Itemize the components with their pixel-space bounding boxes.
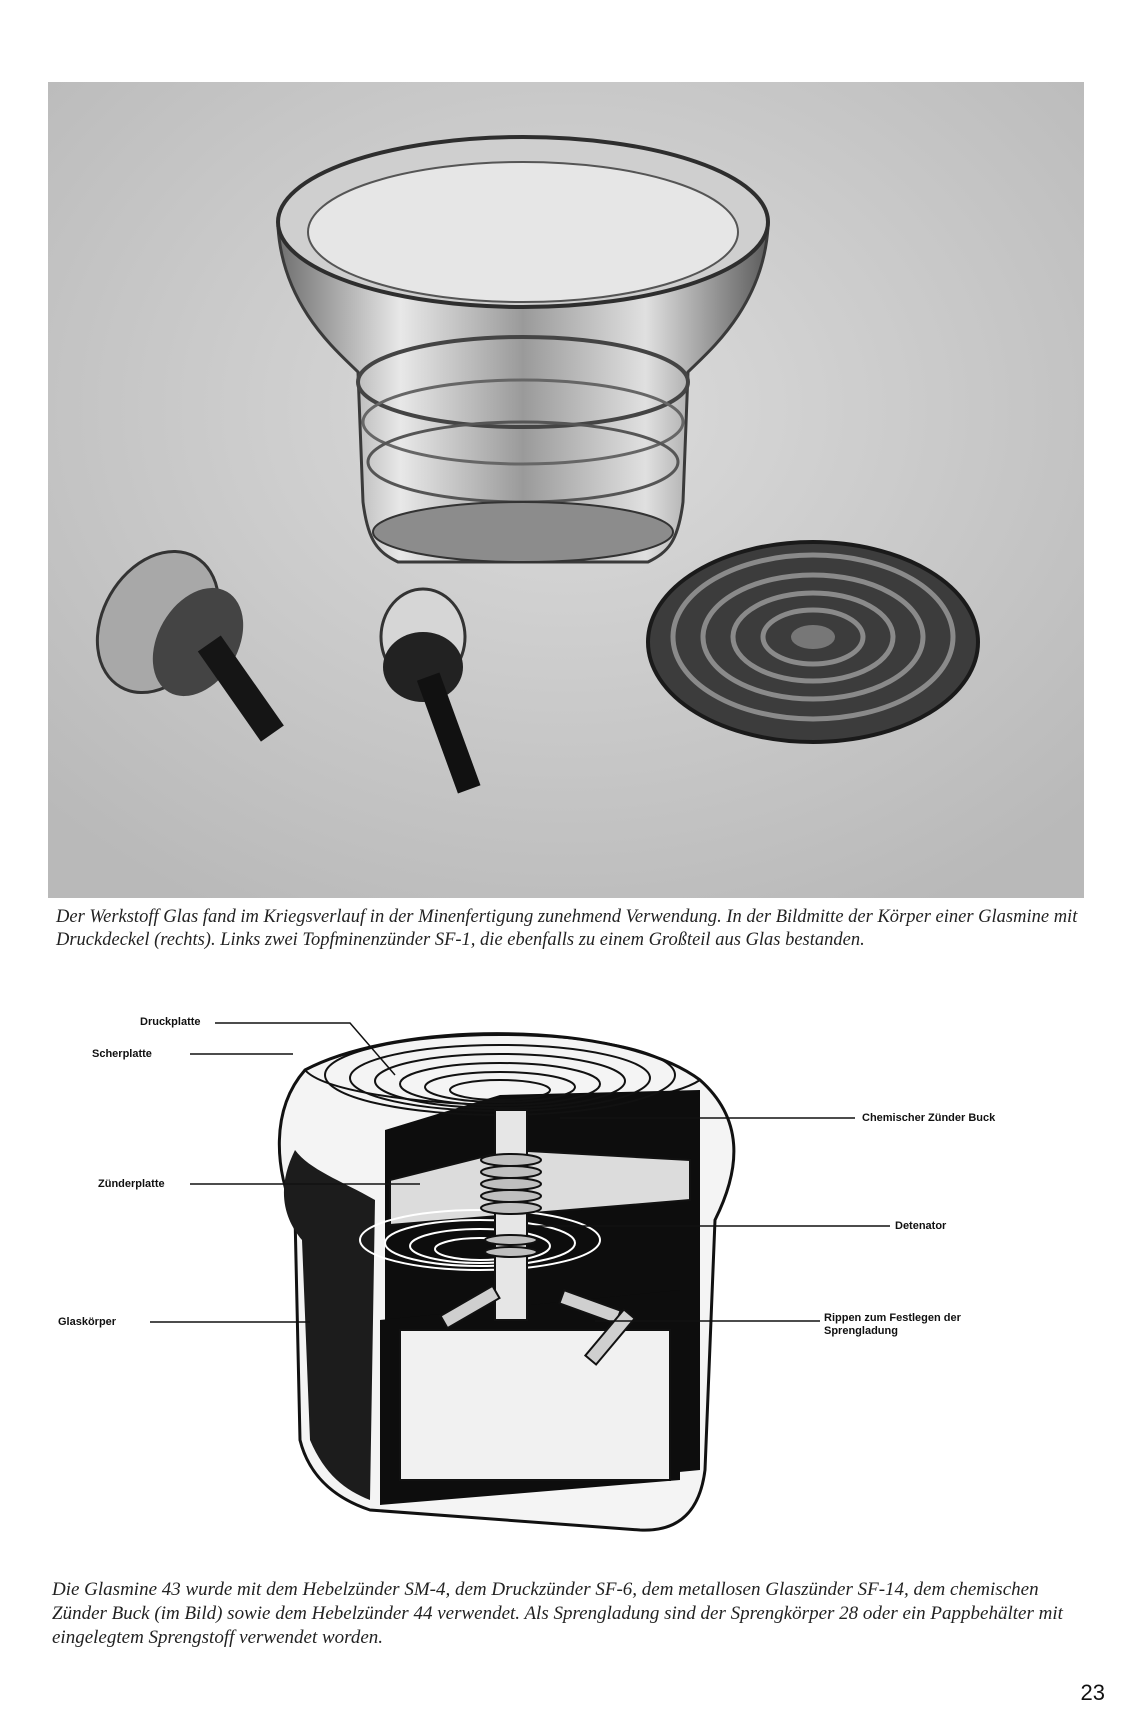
cutaway-illustration	[40, 1000, 1100, 1560]
glass-mine-cutaway-diagram	[40, 1000, 1100, 1560]
label-glaskoerper: Glaskörper	[58, 1316, 117, 1328]
label-detenator: Detenator	[895, 1220, 947, 1232]
glass-body-drawing	[279, 1034, 734, 1530]
label-rippen-line2: Sprengladung	[824, 1325, 898, 1337]
pressure-lid	[648, 542, 978, 742]
photo-caption: Der Werkstoff Glas fand im Kriegsverlauf in der Minenfertigung zunehmend Verwendung. In der Bildmitte der Körper einer Glasmine mit Druckdeckel (rechts). Links zwei Topfminenzünder SF-1, die ebenfalls zu einem Großteil aus Glas bestanden.	[56, 907, 1078, 950]
label-rippen-line1: Rippen zum Festlegen der	[824, 1312, 961, 1324]
label-rippen	[824, 1312, 961, 1338]
diagram-caption: Die Glasmine 43 wurde mit dem Hebelzünder SM-4, dem Druckzünder SF-6, dem metallosen Glaszünder SF-14, dem chemischen Zünder Buck (im Bild) sowie dem Hebelzünder 44 verwendet. Als Sprengladung sind der Sprengkörper 28 oder ein Pappbehälter mit eingelegtem Sprengstoff verwendet worden.	[52, 1579, 1063, 1648]
label-druckplatte: Druckplatte	[140, 1016, 201, 1028]
page-number: 23	[1080, 1680, 1105, 1705]
label-chemischer-zuender: Chemischer Zünder Buck	[862, 1112, 996, 1124]
photo-illustration	[48, 82, 1084, 898]
label-scherplatte: Scherplatte	[92, 1048, 152, 1060]
label-zuenderplatte: Zünderplatte	[98, 1178, 165, 1190]
photograph-glass-mine	[48, 82, 1084, 898]
